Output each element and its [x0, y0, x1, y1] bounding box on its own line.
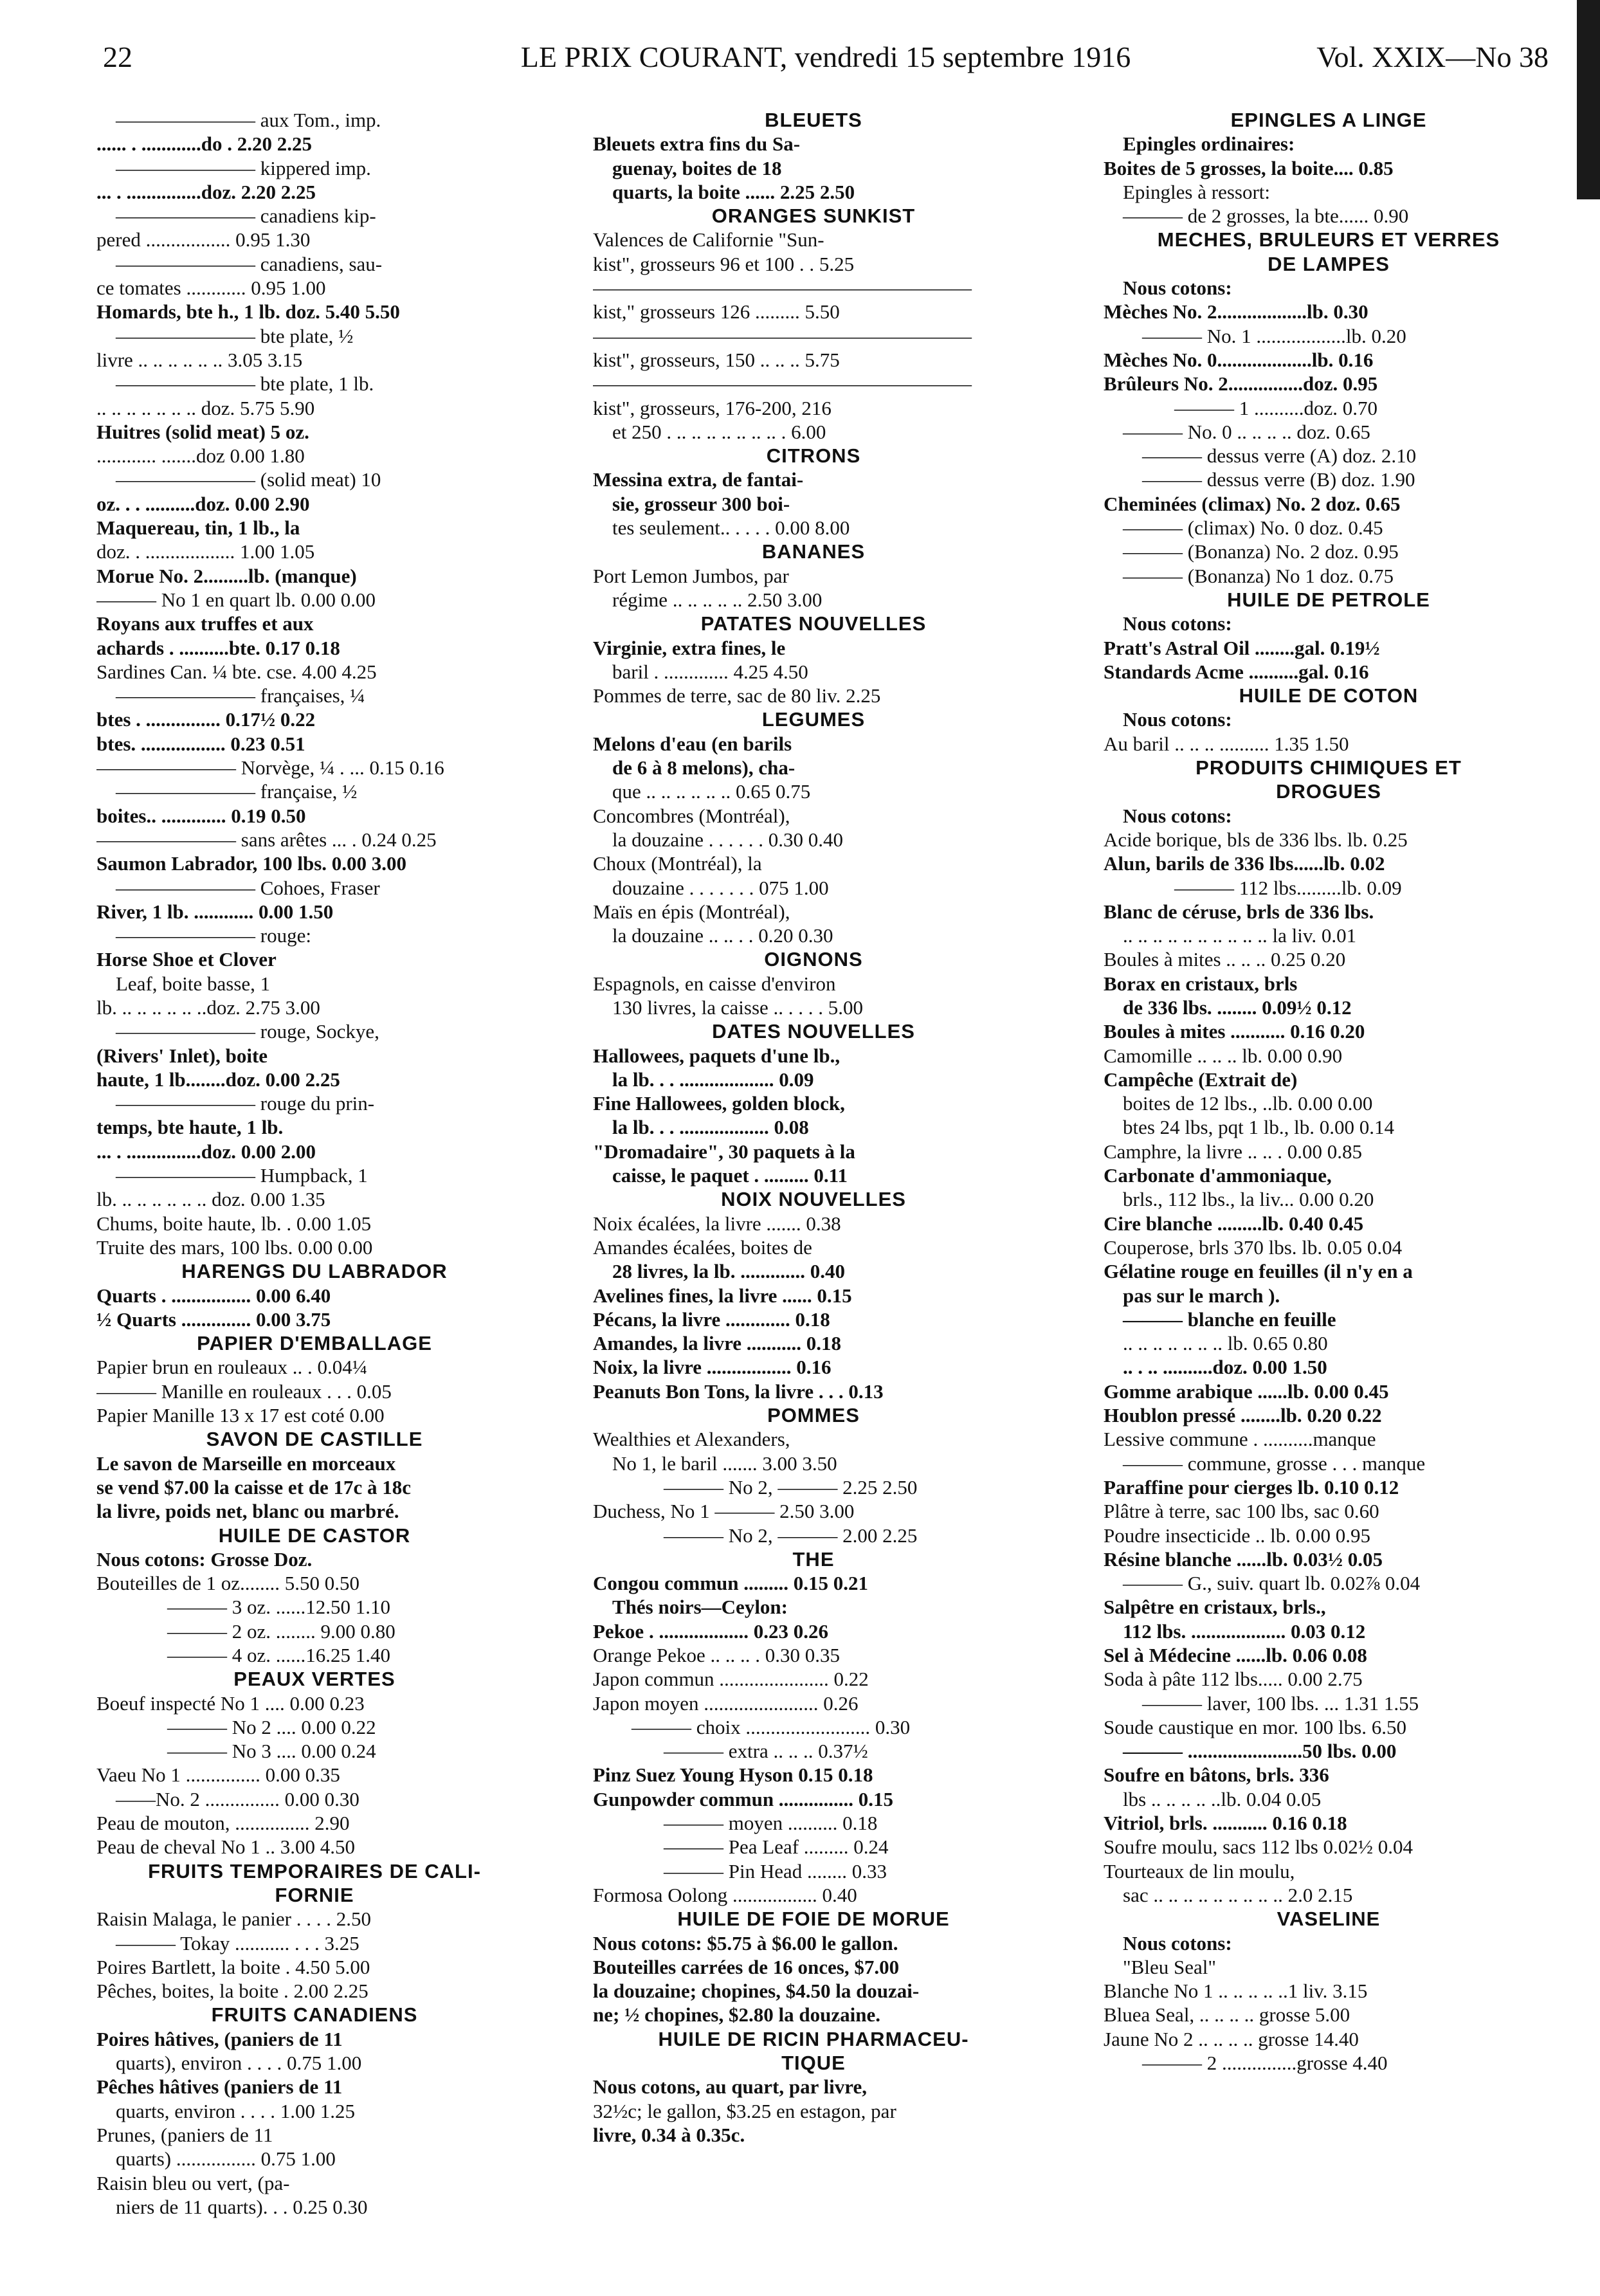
price-line: la douzaine . . . . . . 0.30 0.40: [612, 828, 844, 851]
price-line: Mèches No. 0...................lb. 0.16: [1104, 348, 1374, 371]
price-line: Fine Hallowees, golden block,: [593, 1092, 845, 1115]
price-line: .. . .. ..........doz. 0.00 1.50: [1123, 1356, 1327, 1379]
section-heading: FORNIE: [275, 1883, 354, 1906]
price-line: Vitriol, brls. ........... 0.16 0.18: [1104, 1812, 1347, 1835]
section-heading: FRUITS TEMPORAIRES DE CALI-: [148, 1859, 481, 1882]
price-line: Nous cotons:: [1123, 277, 1232, 300]
price-line: Nous cotons:: [1123, 612, 1232, 635]
price-line: Vaeu No 1 ............... 0.00 0.35: [96, 1763, 340, 1787]
price-line: Alun, barils de 336 lbs......lb. 0.02: [1104, 852, 1385, 875]
price-line: "Dromadaire", 30 paquets à la: [593, 1140, 855, 1163]
price-line: Nous cotons:: [1123, 708, 1232, 731]
price-line: Paraffine pour cierges lb. 0.10 0.12: [1104, 1475, 1399, 1499]
price-line: Peau de cheval No 1 .. 3.00 4.50: [96, 1836, 356, 1859]
price-line: Cheminées (climax) No. 2 doz. 0.65: [1104, 492, 1401, 515]
price-line: Virginie, extra fines, le: [593, 636, 786, 659]
publication-title: LE PRIX COURANT, vendredi 15 septembre 1916: [520, 41, 1131, 73]
price-line: ——— No. 1 ..................lb. 0.20: [1142, 324, 1406, 347]
price-line: 130 livres, la caisse .. . . . . 5.00: [612, 996, 864, 1019]
price-line: ——No. 2 ............... 0.00 0.30: [116, 1787, 359, 1810]
price-line: se vend $7.00 la caisse et de 17c à 18c: [96, 1475, 412, 1499]
price-line: Maïs en épis (Montréal),: [593, 900, 790, 923]
price-line: Poires hâtives, (paniers de 11: [96, 2027, 343, 2050]
section-heading: PRODUITS CHIMIQUES ET: [1195, 756, 1462, 779]
price-line: Papier brun en rouleaux .. . 0.04¼: [96, 1356, 367, 1379]
price-line: Blanche No 1 .. .. .. .. ..1 liv. 3.15: [1104, 1980, 1368, 2003]
price-line: quarts, environ . . . . 1.00 1.25: [116, 2099, 355, 2122]
price-line: boites.. ............. 0.19 0.50: [96, 804, 306, 827]
price-line: Papier Manille 13 x 17 est coté 0.00: [96, 1404, 385, 1427]
price-line: Soufre moulu, sacs 112 lbs 0.02½ 0.04: [1104, 1836, 1414, 1859]
section-heading: BANANES: [761, 540, 866, 563]
price-line: Noix, la livre ................. 0.16: [593, 1356, 832, 1379]
price-line: Duchess, No 1 ——— 2.50 3.00: [593, 1500, 855, 1523]
price-line: ——— extra .. .. .. 0.37½: [664, 1740, 868, 1763]
section-heading: DROGUES: [1276, 780, 1381, 803]
price-line: Valences de Californie "Sun-: [593, 228, 824, 251]
price-line: Boules à mites ........... 0.16 0.20: [1104, 1020, 1365, 1043]
price-line: ——————— Norvège, ¼ . ... 0.15 0.16: [96, 756, 444, 779]
section-heading: FRUITS CANADIENS: [211, 2003, 418, 2027]
page-header: [103, 40, 1549, 85]
volume-number: Vol. XXIX—No 38: [1316, 41, 1549, 73]
section-heading: PEAUX VERTES: [233, 1668, 395, 1691]
price-line: niers de 11 quarts). . . 0.25 0.30: [116, 2195, 368, 2218]
price-line: ——— 112 lbs.........lb. 0.09: [1174, 876, 1402, 899]
price-column-right: [1104, 108, 1554, 2295]
price-line: tes seulement.. . . . . 0.00 8.00: [612, 516, 850, 540]
price-line: Nous cotons:: [1123, 804, 1232, 827]
price-line: Truite des mars, 100 lbs. 0.00 0.00: [96, 1235, 373, 1259]
section-heading: NOIX NOUVELLES: [721, 1188, 906, 1211]
price-line: .. .. .. .. .. .. .. .. .. .. la liv. 0.01: [1123, 924, 1357, 947]
price-line: lb. .. .. .. .. .. ..doz. 2.75 3.00: [96, 996, 320, 1019]
section-heading: BLEUETS: [765, 109, 862, 131]
price-line: Le savon de Marseille en morceaux: [96, 1452, 396, 1475]
price-line: Boules à mites .. .. .. 0.25 0.20: [1104, 948, 1346, 971]
price-line: et 250 . .. .. .. .. .. .. .. . 6.00: [612, 420, 826, 443]
price-line: Soufre en bâtons, brls. 336: [1104, 1763, 1329, 1787]
price-line: btes. ................. 0.23 0.51: [96, 732, 305, 755]
price-line: ——— No 3 .... 0.00 0.24: [167, 1740, 376, 1763]
price-line: Peau de mouton, ............... 2.90: [96, 1812, 350, 1835]
price-line: livre .. .. .. .. .. .. 3.05 3.15: [96, 348, 303, 371]
section-heading: SAVON DE CASTILLE: [206, 1428, 423, 1451]
price-line: la douzaine; chopines, $4.50 la douzai-: [593, 1980, 920, 2003]
price-line: 32½c; le gallon, $3.25 en estagon, par: [593, 2099, 896, 2122]
price-line: ............ .......doz 0.00 1.80: [96, 444, 305, 468]
section-heading: HUILE DE COTON: [1239, 684, 1419, 707]
price-line: la lb. . . .................. 0.08: [612, 1116, 809, 1139]
section-heading: EPINGLES A LINGE: [1230, 109, 1427, 131]
price-line: ——— (Bonanza) No. 2 doz. 0.95: [1123, 540, 1399, 563]
price-line: Lessive commune . ..........manque: [1104, 1428, 1376, 1451]
price-line: ——————— rouge, Sockye,: [116, 1020, 379, 1043]
price-line: ——— No. 0 .. .. .. .. doz. 0.65: [1123, 420, 1370, 443]
price-line: Peanuts Bon Tons, la livre . . . 0.13: [593, 1380, 884, 1403]
price-line: Port Lemon Jumbos, par: [593, 564, 789, 587]
section-heading: HUILE DE PETROLE: [1227, 588, 1430, 611]
price-line: Nous cotons: Grosse Doz.: [96, 1547, 313, 1571]
page-number: 22: [103, 41, 132, 73]
section-heading: DE LAMPES: [1268, 252, 1390, 275]
price-line: Royans aux truffes et aux: [96, 612, 314, 635]
price-line: ——— No 2, ——— 2.00 2.25: [664, 1524, 918, 1547]
price-line: Standards Acme ..........gal. 0.16: [1104, 660, 1369, 683]
price-line: pered ................. 0.95 1.30: [96, 228, 311, 251]
price-line: ——— Tokay ........... . . . 3.25: [116, 1931, 359, 1954]
price-line: quarts, la boite ...... 2.25 2.50: [612, 180, 855, 203]
price-line: lb. .. .. .. .. .. .. doz. 0.00 1.35: [96, 1188, 325, 1211]
price-line: ——— No 2 .... 0.00 0.22: [167, 1715, 376, 1738]
price-line: ne; ½ chopines, $2.80 la douzaine.: [593, 2003, 880, 2027]
price-line: Japon moyen ....................... 0.26: [593, 1691, 859, 1715]
price-line: ——————— française, ½: [116, 780, 358, 803]
price-line: haute, 1 lb........doz. 0.00 2.25: [96, 1068, 340, 1091]
price-line: Gomme arabique ......lb. 0.00 0.45: [1104, 1380, 1389, 1403]
price-line: sac .. .. .. .. .. .. .. .. .. 2.0 2.15: [1123, 1883, 1353, 1906]
price-line: Noix écalées, la livre ....... 0.38: [593, 1212, 841, 1235]
price-line: ——————— Humpback, 1: [116, 1164, 368, 1187]
price-line: la lb. . . ................... 0.09: [612, 1068, 814, 1091]
price-line: Pommes de terre, sac de 80 liv. 2.25: [593, 684, 881, 707]
price-line: ——— 4 oz. ......16.25 1.40: [167, 1644, 391, 1666]
section-heading: MECHES, BRULEURS ET VERRES: [1157, 228, 1500, 251]
price-column-left: [96, 108, 532, 2295]
price-line: Espagnols, en caisse d'environ: [593, 972, 836, 995]
price-line: de 6 à 8 melons), cha-: [612, 756, 795, 779]
price-line: 28 livres, la lb. ............. 0.40: [612, 1260, 845, 1283]
price-line: Borax en cristaux, brls: [1104, 972, 1298, 995]
price-line: kist," grosseurs 126 ......... 5.50: [593, 300, 840, 323]
price-line: (Rivers' Inlet), boite: [96, 1044, 268, 1067]
price-line: Poires Bartlett, la boite . 4.50 5.00: [96, 1955, 370, 1978]
price-line: Camphre, la livre .. .. . 0.00 0.85: [1104, 1140, 1363, 1163]
price-line: ———————————————————: [593, 324, 972, 347]
price-line: ——— Pin Head ........ 0.33: [664, 1859, 887, 1882]
price-line: Avelines fines, la livre ...... 0.15: [593, 1284, 852, 1307]
section-heading: HUILE DE CASTOR: [218, 1524, 411, 1547]
price-line: ——— laver, 100 lbs. ... 1.31 1.55: [1142, 1691, 1419, 1715]
price-line: ——— (Bonanza) No 1 doz. 0.75: [1123, 564, 1394, 587]
price-line: Pêches hâtives (paniers de 11: [96, 2075, 343, 2099]
price-line: River, 1 lb. ............ 0.00 1.50: [96, 900, 334, 923]
price-line: ...... . ............do . 2.20 2.25: [96, 132, 312, 156]
price-line: ——————— sans arêtes ... . 0.24 0.25: [96, 828, 437, 851]
price-line: ——————— (solid meat) 10: [116, 468, 381, 491]
section-heading: HUILE DE RICIN PHARMACEU-: [658, 2027, 969, 2050]
price-line: ——— de 2 grosses, la bte...... 0.90: [1123, 205, 1409, 228]
price-line: Boeuf inspecté No 1 .... 0.00 0.23: [96, 1691, 365, 1715]
section-heading: ORANGES SUNKIST: [711, 205, 916, 228]
scan-edge-bar: [1577, 0, 1600, 199]
price-line: Poudre insecticide .. lb. 0.00 0.95: [1104, 1524, 1370, 1547]
price-line: Huitres (solid meat) 5 oz.: [96, 420, 309, 443]
price-line: ce tomates ............ 0.95 1.00: [96, 277, 326, 300]
price-line: Blanc de céruse, brls de 336 lbs.: [1104, 900, 1374, 923]
price-line: Résine blanche ......lb. 0.03½ 0.05: [1104, 1547, 1383, 1571]
price-line: ——— (climax) No. 0 doz. 0.45: [1123, 516, 1383, 540]
price-line: Couperose, brls 370 lbs. lb. 0.05 0.04: [1104, 1235, 1403, 1259]
price-line: Bouteilles de 1 oz........ 5.50 0.50: [96, 1572, 359, 1595]
section-heading: PAPIER D'EMBALLAGE: [197, 1332, 432, 1355]
price-line: Nous cotons, au quart, par livre,: [593, 2075, 868, 2099]
price-line: Pinz Suez Young Hyson 0.15 0.18: [593, 1763, 873, 1787]
price-line: Houblon pressé ........lb. 0.20 0.22: [1104, 1404, 1382, 1427]
price-line: ——————— canadiens kip-: [116, 205, 376, 228]
price-line: douzaine . . . . . . . 075 1.00: [612, 876, 829, 899]
price-line: ——————— rouge:: [116, 924, 311, 947]
price-line: Pécans, la livre ............. 0.18: [593, 1307, 830, 1331]
price-line: ——— 2 ...............grosse 4.40: [1142, 2052, 1388, 2075]
price-line: ——— .......................50 lbs. 0.00: [1123, 1740, 1397, 1763]
price-line: Sardines Can. ¼ bte. cse. 4.00 4.25: [96, 660, 377, 683]
price-line: ——————— kippered imp.: [116, 156, 371, 179]
price-line: Plâtre à terre, sac 100 lbs, sac 0.60: [1104, 1500, 1379, 1523]
price-line: Soude caustique en mor. 100 lbs. 6.50: [1104, 1715, 1406, 1738]
price-line: Nous cotons:: [1123, 1931, 1232, 1954]
price-line: ——————— rouge du prin-: [116, 1092, 375, 1115]
price-line: ——————— bte plate, 1 lb.: [116, 372, 374, 396]
section-heading: POMMES: [767, 1404, 860, 1427]
price-line: Bleuets extra fins du Sa-: [593, 132, 801, 156]
price-line: Japon commun ...................... 0.22: [593, 1668, 869, 1691]
price-line: quarts), environ . . . . 0.75 1.00: [116, 2052, 362, 2075]
price-line: Congou commun ......... 0.15 0.21: [593, 1572, 869, 1595]
price-line: Horse Shoe et Clover: [96, 948, 277, 971]
price-line: Hallowees, paquets d'une lb.,: [593, 1044, 841, 1067]
price-line: Chums, boite haute, lb. . 0.00 1.05: [96, 1212, 372, 1235]
price-line: Boites de 5 grosses, la boite.... 0.85: [1104, 156, 1394, 179]
price-line: Maquereau, tin, 1 lb., la: [96, 516, 300, 540]
price-line: oz. . . ..........doz. 0.00 2.90: [96, 492, 310, 515]
price-line: ——— Manille en rouleaux . . . 0.05: [96, 1380, 392, 1403]
price-line: Nous cotons: $5.75 à $6.00 le gallon.: [593, 1931, 898, 1954]
price-line: Quarts . ................ 0.00 6.40: [96, 1284, 331, 1307]
section-heading: DATES NOUVELLES: [712, 1020, 915, 1043]
price-line: la douzaine .. .. . . 0.20 0.30: [612, 924, 833, 947]
price-line: guenay, boites de 18: [612, 156, 782, 179]
price-line: ———————————————————: [593, 372, 972, 396]
price-column-middle: [593, 108, 1034, 2295]
price-line: Cire blanche .........lb. 0.40 0.45: [1104, 1212, 1364, 1235]
price-line: ——————— canadiens, sau-: [116, 252, 383, 275]
price-line: .. .. .. .. .. .. .. doz. 5.75 5.90: [96, 396, 315, 419]
price-line: Jaune No 2 .. .. .. .. grosse 14.40: [1104, 2027, 1359, 2050]
price-line: livre, 0.34 à 0.35c.: [593, 2123, 745, 2146]
price-line: Bluea Seal, .. .. .. .. grosse 5.00: [1104, 2003, 1350, 2027]
price-line: ——— dessus verre (B) doz. 1.90: [1142, 468, 1415, 491]
price-line: Au baril .. .. .. .......... 1.35 1.50: [1104, 732, 1349, 755]
price-line: ———————————————————: [593, 277, 972, 300]
price-line: baril . ............. 4.25 4.50: [612, 660, 808, 683]
price-line: ——— 1 ..........doz. 0.70: [1174, 396, 1378, 419]
price-line: ½ Quarts .............. 0.00 3.75: [96, 1307, 331, 1331]
price-line: Amandes, la livre ........... 0.18: [593, 1332, 842, 1355]
price-line: ——— commune, grosse . . . manque: [1123, 1452, 1426, 1475]
price-line: ——————— françaises, ¼: [116, 684, 365, 707]
price-line: Acide borique, bls de 336 lbs. lb. 0.25: [1104, 828, 1408, 851]
price-line: ——— No 1 en quart lb. 0.00 0.00: [96, 588, 376, 611]
price-line: ——— choix ......................... 0.30: [632, 1715, 911, 1738]
price-line: 112 lbs. ................... 0.03 0.12: [1123, 1619, 1366, 1643]
price-line: caisse, le paquet . ......... 0.11: [612, 1164, 848, 1187]
price-line: ——— 2 oz. ........ 9.00 0.80: [167, 1619, 395, 1643]
price-line: Salpêtre en cristaux, brls.,: [1104, 1596, 1326, 1619]
price-line: kist", grosseurs 96 et 100 . . 5.25: [593, 252, 855, 275]
price-line: Melons d'eau (en barils: [593, 732, 792, 755]
price-line: ——————— Cohoes, Fraser: [116, 876, 380, 899]
price-line: Epingles ordinaires:: [1123, 132, 1295, 156]
price-line: ——— dessus verre (A) doz. 2.10: [1142, 444, 1417, 468]
section-heading: CITRONS: [766, 444, 861, 468]
price-line: Homards, bte h., 1 lb. doz. 5.40 5.50: [96, 300, 400, 323]
price-line: achards . ..........bte. 0.17 0.18: [96, 636, 340, 659]
price-line: Amandes écalées, boites de: [593, 1235, 812, 1259]
price-line: Camomille .. .. .. lb. 0.00 0.90: [1104, 1044, 1343, 1067]
price-line: ... . ...............doz. 2.20 2.25: [96, 180, 316, 203]
price-line: ——— No 2, ——— 2.25 2.50: [664, 1475, 918, 1499]
price-line: "Bleu Seal": [1123, 1955, 1216, 1978]
section-heading: OIGNONS: [764, 948, 863, 971]
price-line: ... . ...............doz. 0.00 2.00: [96, 1140, 316, 1163]
price-line: temps, bte haute, 1 lb.: [96, 1116, 284, 1139]
price-line: Brûleurs No. 2...............doz. 0.95: [1104, 372, 1378, 396]
price-line: Gunpowder commun ............... 0.15: [593, 1787, 894, 1810]
price-line: Carbonate d'ammoniaque,: [1104, 1164, 1332, 1187]
price-line: brls., 112 lbs., la liv... 0.00 0.20: [1123, 1188, 1374, 1211]
price-line: Tourteaux de lin moulu,: [1104, 1859, 1295, 1882]
price-line: Wealthies et Alexanders,: [593, 1428, 790, 1451]
price-line: boites de 12 lbs., ..lb. 0.00 0.00: [1123, 1092, 1373, 1115]
section-heading: HARENGS DU LABRADOR: [181, 1260, 448, 1283]
price-line: ——————— bte plate, ½: [116, 324, 354, 347]
price-line: Campêche (Extrait de): [1104, 1068, 1298, 1091]
price-line: Concombres (Montréal),: [593, 804, 790, 827]
price-line: régime .. .. .. .. .. 2.50 3.00: [612, 588, 823, 611]
price-line: doz. . .................. 1.00 1.05: [96, 540, 315, 563]
price-line: que .. .. .. .. .. .. 0.65 0.75: [612, 780, 811, 803]
price-line: Prunes, (paniers de 11: [96, 2123, 273, 2146]
price-line: btes . ............... 0.17½ 0.22: [96, 708, 316, 731]
section-heading: HUILE DE FOIE DE MORUE: [677, 1908, 950, 1931]
price-line: lbs .. .. .. .. ..lb. 0.04 0.05: [1123, 1787, 1322, 1810]
price-line: Gélatine rouge en feuilles (il n'y en a: [1104, 1260, 1413, 1283]
price-line: No 1, le baril ....... 3.00 3.50: [612, 1452, 837, 1475]
price-line: Mèches No. 2..................lb. 0.30: [1104, 300, 1368, 323]
price-line: Bouteilles carrées de 16 onces, $7.00: [593, 1955, 900, 1978]
price-line: la livre, poids net, blanc ou marbré.: [96, 1500, 399, 1523]
price-line: btes 24 lbs, pqt 1 lb., lb. 0.00 0.14: [1123, 1116, 1394, 1139]
price-line: Raisin bleu ou vert, (pa-: [96, 2171, 290, 2194]
price-line: ——————— aux Tom., imp.: [116, 109, 381, 131]
price-line: Thés noirs—Ceylon:: [612, 1596, 788, 1619]
price-line: Pratt's Astral Oil ........gal. 0.19½: [1104, 636, 1380, 659]
price-line: Choux (Montréal), la: [593, 852, 762, 875]
price-line: Morue No. 2.........lb. (manque): [96, 564, 357, 587]
price-line: Orange Pekoe .. .. .. . 0.30 0.35: [593, 1644, 840, 1666]
price-line: sie, grosseur 300 boi-: [612, 492, 790, 515]
price-line: Saumon Labrador, 100 lbs. 0.00 3.00: [96, 852, 407, 875]
price-line: Pekoe . .................. 0.23 0.26: [593, 1619, 828, 1643]
section-heading: LEGUMES: [761, 708, 866, 731]
section-heading: THE: [792, 1547, 835, 1571]
price-line: kist", grosseurs, 150 .. .. .. 5.75: [593, 348, 840, 371]
price-line: ——— Pea Leaf ......... 0.24: [664, 1836, 889, 1859]
price-line: ——— moyen .......... 0.18: [664, 1812, 878, 1835]
price-line: .. .. .. .. .. .. .. lb. 0.65 0.80: [1123, 1332, 1328, 1355]
price-line: de 336 lbs. ........ 0.09½ 0.12: [1123, 996, 1352, 1019]
section-heading: PATATES NOUVELLES: [700, 612, 927, 635]
price-line: Sel à Médecine ......lb. 0.06 0.08: [1104, 1644, 1367, 1666]
price-line: quarts) ................ 0.75 1.00: [116, 2147, 336, 2171]
price-line: Formosa Oolong ................. 0.40: [593, 1883, 857, 1906]
price-line: ——— blanche en feuille: [1123, 1307, 1336, 1331]
section-heading: TIQUE: [781, 2052, 846, 2075]
price-line: ——— G., suiv. quart lb. 0.02⅞ 0.04: [1123, 1572, 1421, 1595]
price-line: Epingles à ressort:: [1123, 180, 1271, 203]
price-line: Soda à pâte 112 lbs..... 0.00 2.75: [1104, 1668, 1363, 1691]
section-heading: VASELINE: [1277, 1908, 1381, 1931]
price-line: Raisin Malaga, le panier . . . . 2.50: [96, 1908, 372, 1931]
price-line: Pêches, boites, la boite . 2.00 2.25: [96, 1980, 368, 2003]
price-line: kist", grosseurs, 176-200, 216: [593, 396, 832, 419]
price-line: Leaf, boite basse, 1: [116, 972, 271, 995]
price-line: pas sur le march ).: [1123, 1284, 1280, 1307]
price-line: Messina extra, de fantai-: [593, 468, 804, 491]
price-line: ——— 3 oz. ......12.50 1.10: [167, 1596, 391, 1619]
